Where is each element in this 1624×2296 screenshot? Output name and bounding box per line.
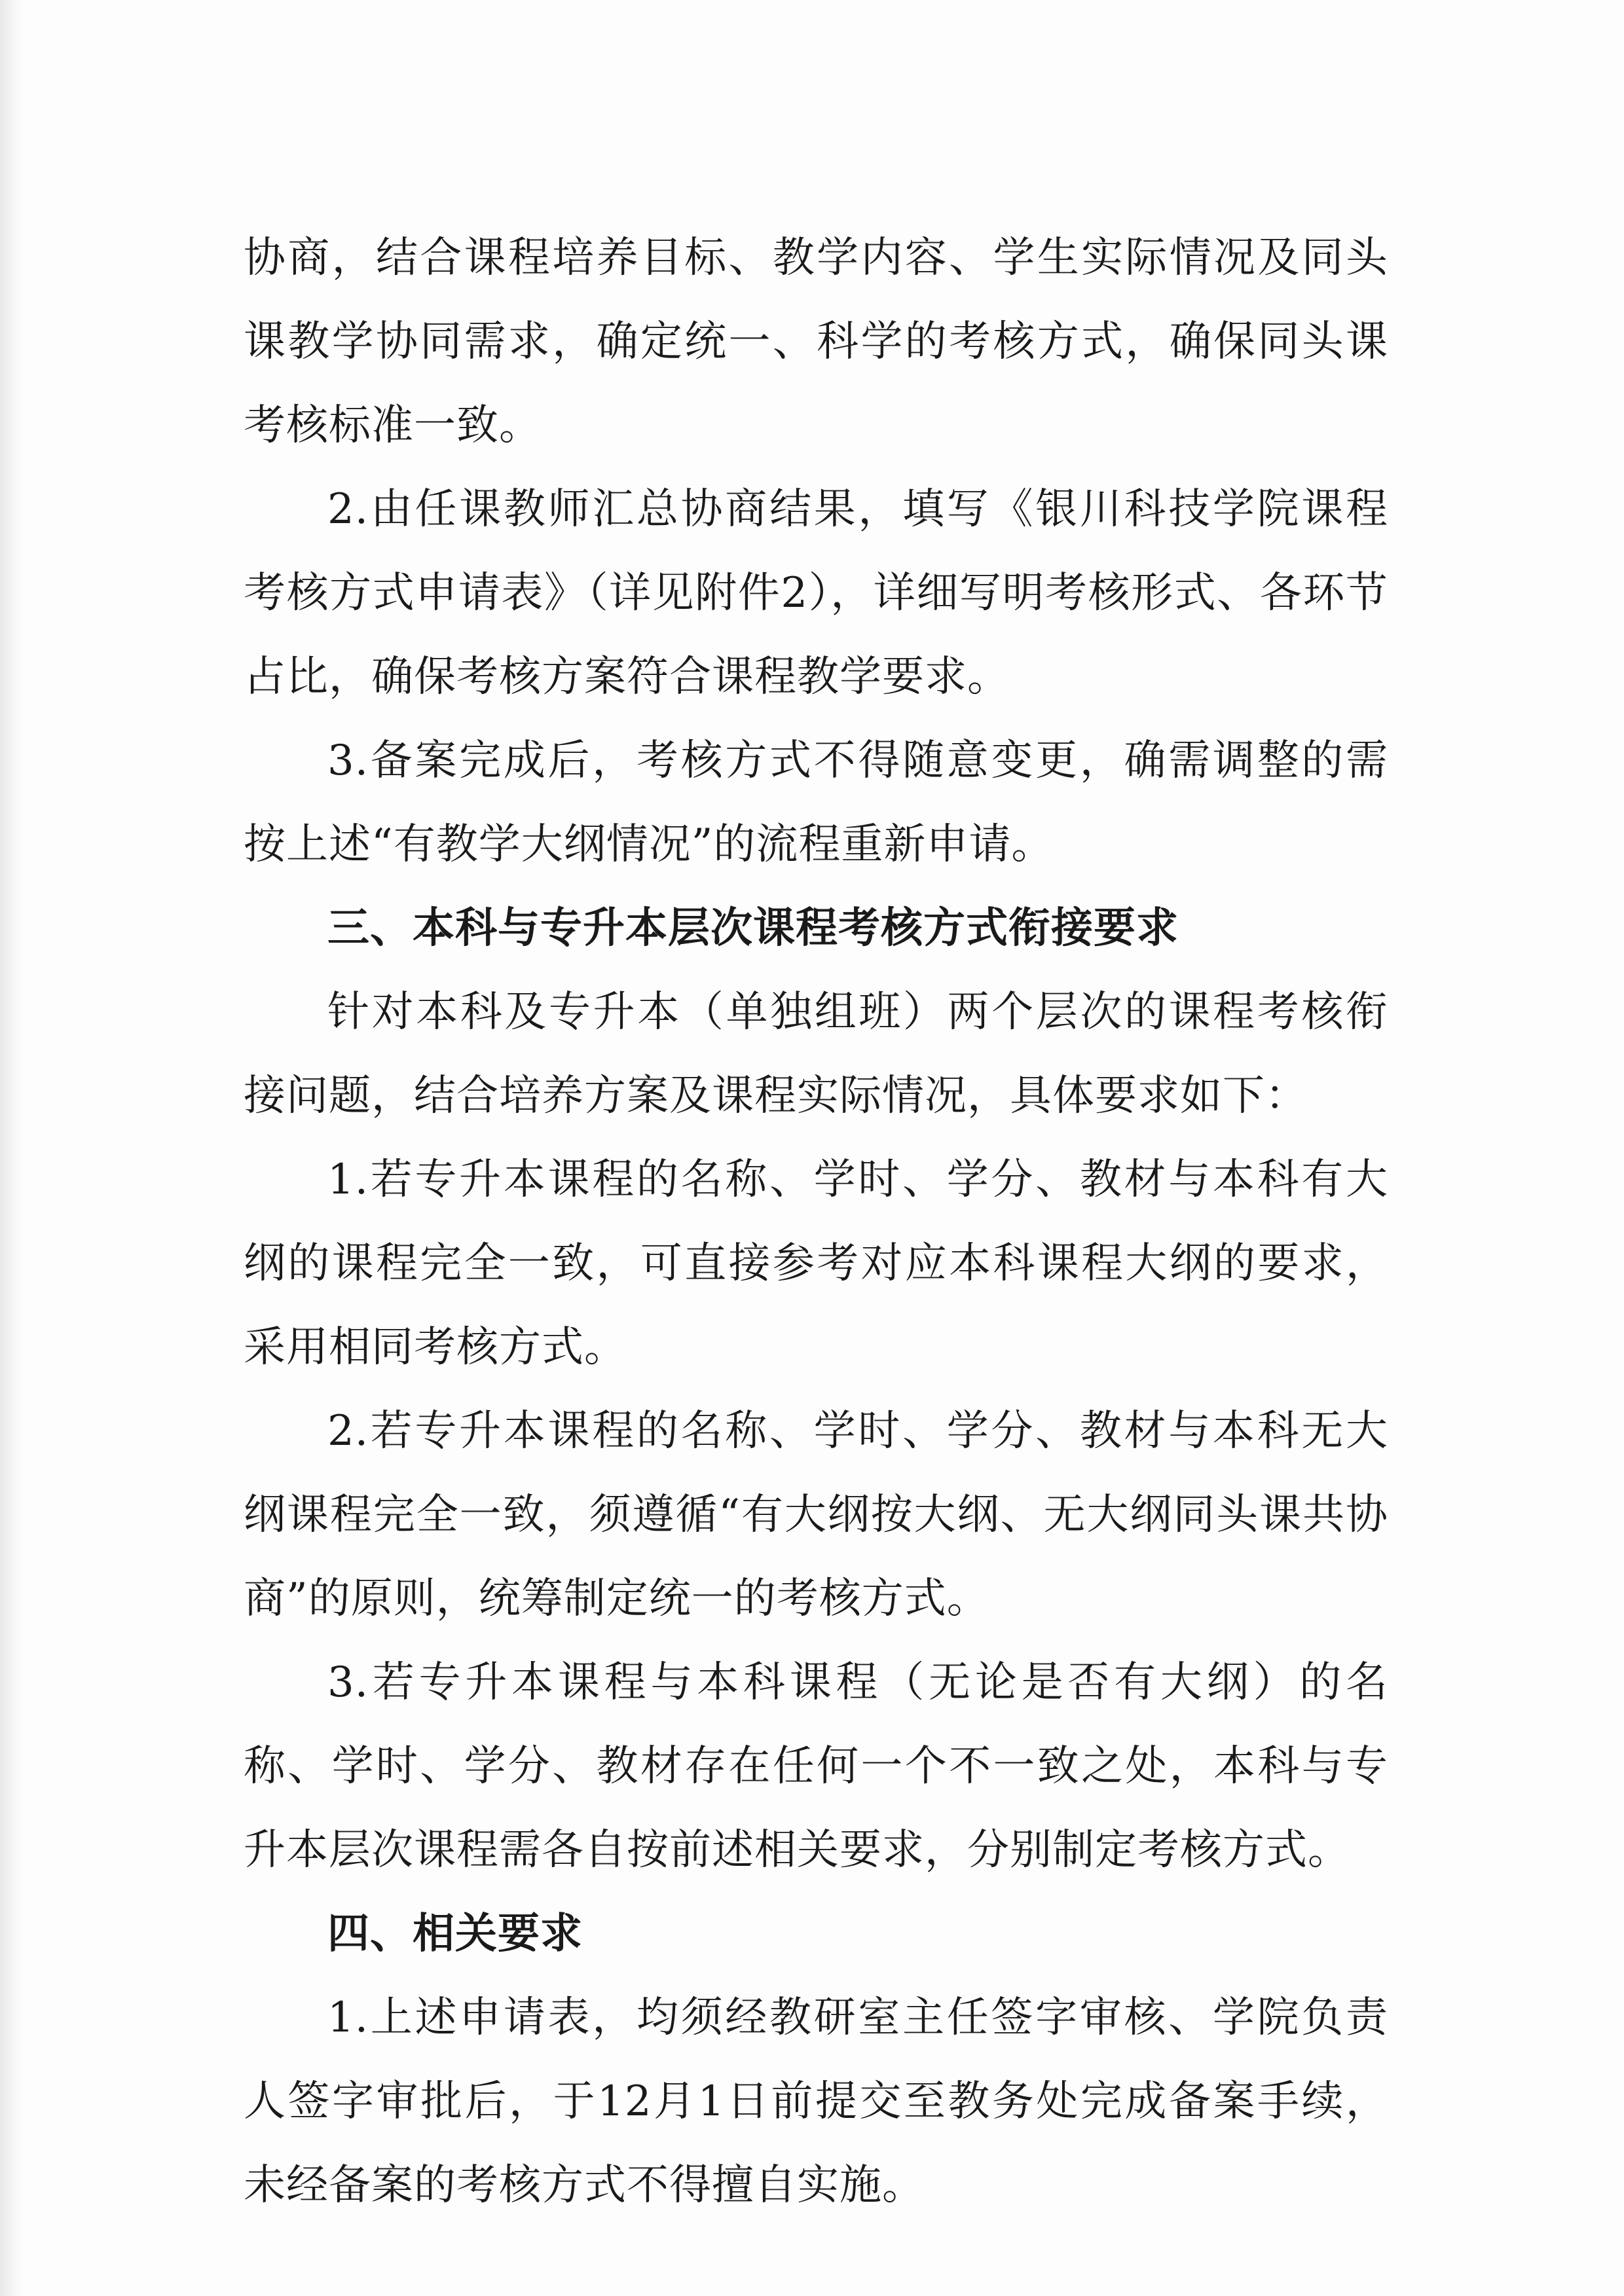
paragraph-section-3-intro: 针对本科及专升本（单独组班）两个层次的课程考核衔接问题，结合培养方案及课程实际情况，具体要求如下：	[244, 988, 1388, 1120]
paragraph-section-3-item-1: 1.若专升本课程的名称、学时、学分、教材与本科有大纲的课程完全一致，可直接参考对应本科课程大纲的要求，采用相同考核方式。	[244, 1156, 1388, 1372]
paragraph-item-2-application-form: 2.由任课教师汇总协商结果，填写《银川科技学院课程考核方式申请表》（详见附件2），详细写明考核形式、各环节占比，确保考核方案符合课程教学要求。	[244, 485, 1388, 701]
paragraph-section-4-item-1: 1.上述申请表，均须经教研室主任签字审核、学院负责人签字审批后，于12月1日前提交至教务处完成备案手续，未经备案的考核方式不得擅自实施。	[244, 1994, 1388, 2210]
document-body	[244, 216, 1388, 2227]
section-heading-3: 三、本科与专升本层次课程考核方式衔接要求	[327, 904, 1179, 953]
section-heading-4: 四、相关要求	[327, 1910, 583, 1958]
paragraph-continuation: 协商，结合课程培养目标、教学内容、学生实际情况及同头课教学协同需求，确定统一、科学的考核方式，确保同头课考核标准一致。	[244, 234, 1388, 450]
paragraph-item-3-no-change: 3.备案完成后，考核方式不得随意变更，确需调整的需按上述“有教学大纲情况”的流程重新申请。	[244, 737, 1388, 869]
scan-edge-shadow	[0, 0, 22, 2296]
paragraph-section-3-item-2: 2.若专升本课程的名称、学时、学分、教材与本科无大纲课程完全一致，须遵循“有大纲按大纲、无大纲同头课共协商”的原则，统筹制定统一的考核方式。	[244, 1407, 1388, 1623]
paragraph-section-3-item-3: 3.若专升本课程与本科课程（无论是否有大纲）的名称、学时、学分、教材存在任何一个不一致之处，本科与专升本层次课程需各自按前述相关要求，分别制定考核方式。	[244, 1658, 1388, 1874]
